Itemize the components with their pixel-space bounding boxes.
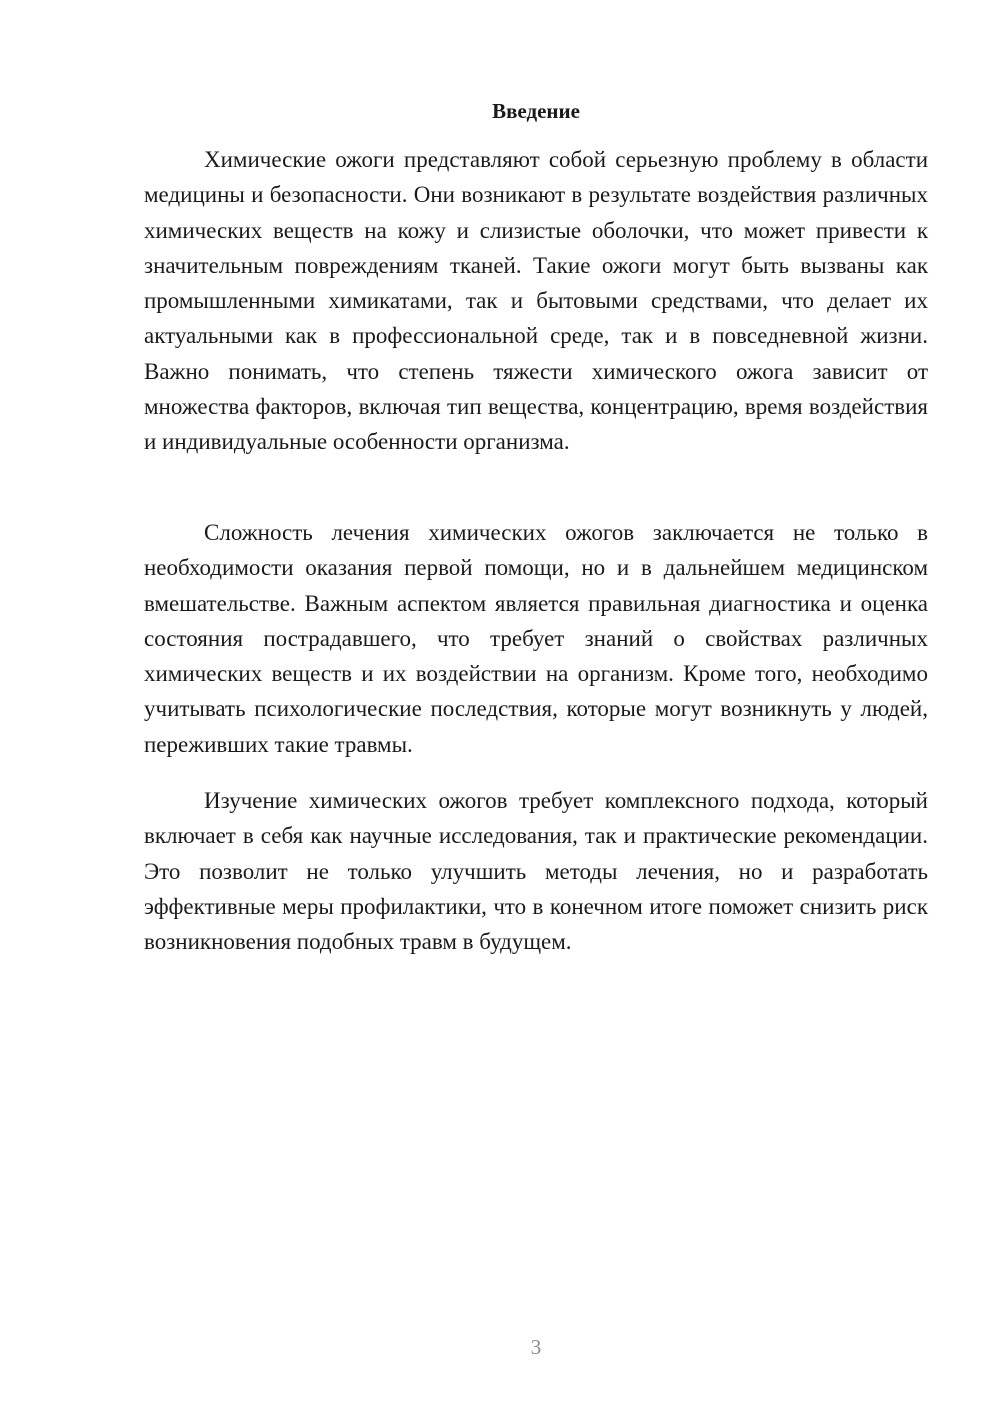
section-title: Введение	[492, 99, 580, 123]
paragraph-2: Сложность лечения химических ожогов заключается не только в необходимости оказания первой помощи, но и в дальнейшем медицинском вмешательстве. Важным аспектом является правильная диагностика и оценка состояния пострадавшего, что требует знаний о свойствах различных химических веществ и их воздействии на организм. Кроме того, необходимо учитывать психологические последствия, которые могут возникнуть у людей, переживших такие травмы.	[144, 520, 928, 757]
page-number: 3	[530, 1335, 542, 1359]
paragraph-1: Химические ожоги представляют собой серьезную проблему в области медицины и безопасности. Они возникают в результате воздействия различных химических веществ на кожу и слизистые оболочки, что может привести к значительным повреждениям тканей. Такие ожоги могут быть вызваны как промышленными химикатами, так и бытовыми средствами, что делает их актуальными как в профессиональной среде, так и в повседневной жизни. Важно понимать, что степень тяжести химического ожога зависит от множества факторов, включая тип вещества, концентрацию, время воздействия и индивидуальные особенности организма.	[144, 147, 928, 455]
paragraph-3: Изучение химических ожогов требует комплексного подхода, который включает в себя как научные исследования, так и практические рекомендации. Это позволит не только улучшить методы лечения, но и разработать эффективные меры профилактики, что в конечном итоге поможет снизить риск возникновения подобных травм в будущем.	[144, 788, 928, 955]
